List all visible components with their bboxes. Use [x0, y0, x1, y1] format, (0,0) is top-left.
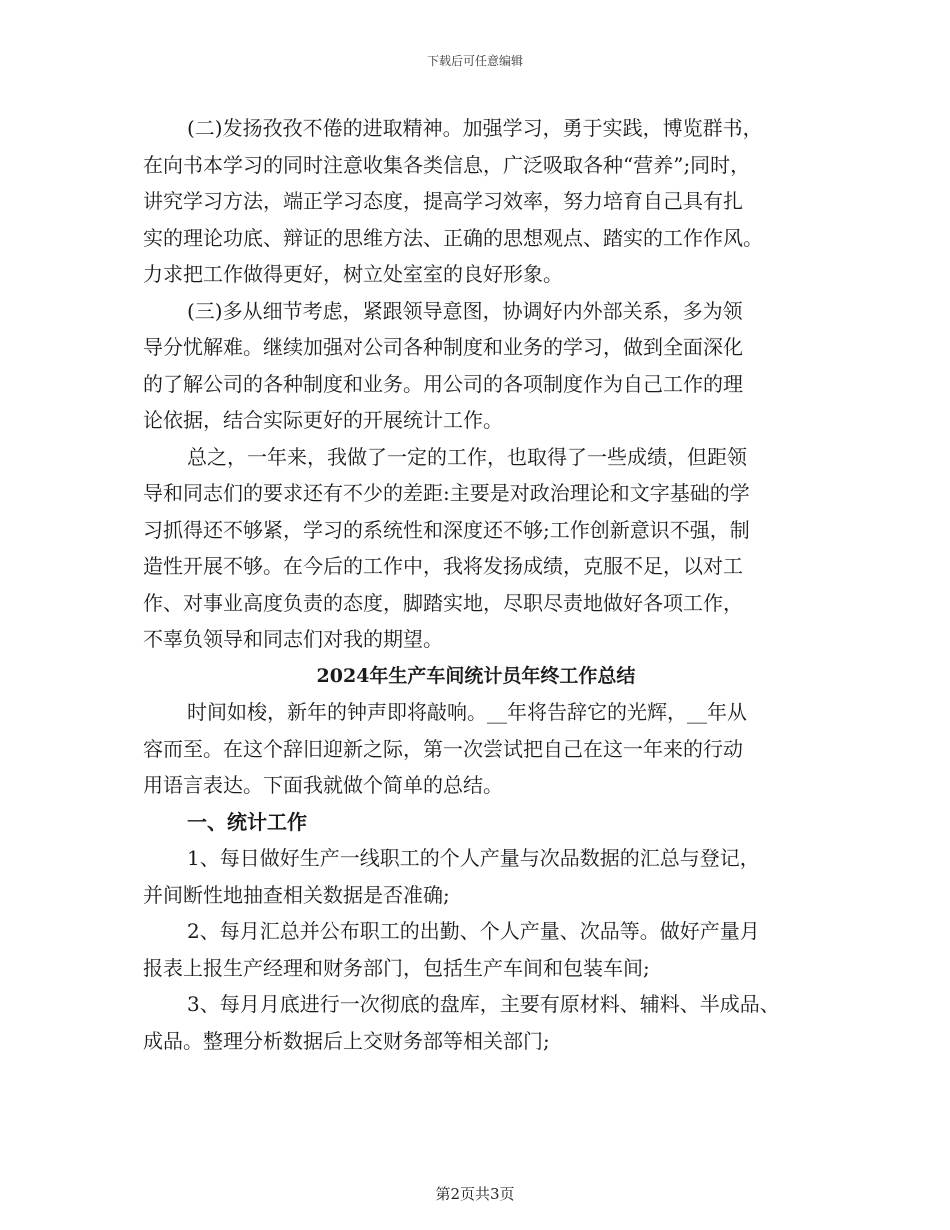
- document-body: [143, 110, 809, 1059]
- paragraph-line: 论依据，结合实际更好的开展统计工作。: [143, 408, 503, 432]
- paragraph-line: 不辜负领导和同志们对我的期望。: [143, 627, 443, 651]
- paragraph-line: 时间如梭，新年的钟声即将敲响。__年将告辞它的光辉，__年从: [187, 700, 747, 724]
- paragraph-line: 力求把工作做得更好，树立处室室的良好形象。: [143, 262, 563, 286]
- paragraph-line: 2、每月汇总并公布职工的出勤、个人产量、次品等。做好产量月: [187, 919, 760, 943]
- paragraph-line: 3、每月月底进行一次彻底的盘库，主要有原材料、辅料、半成品、: [187, 992, 780, 1016]
- paragraph-line: (三)多从细节考虑，紧跟领导意图，协调好内外部关系，多为领: [187, 298, 743, 323]
- paragraph-line: 导分忧解难。继续加强对公司各种制度和业务的学习，做到全面深化: [143, 335, 743, 359]
- paragraph-line: 报表上报生产经理和财务部门，包括生产车间和包装车间;: [143, 955, 650, 980]
- paragraph-line: 并间断性地抽查相关数据是否准确;: [143, 882, 450, 907]
- paragraph-line: 导和同志们的要求还有不少的差距:主要是对政治理论和文字基础的学: [143, 481, 750, 505]
- section-heading: 一、统计工作: [187, 809, 307, 834]
- page-header: 下载后可任意编辑: [426, 54, 523, 68]
- section-title: 2024年生产车间统计员年终工作总结: [316, 664, 636, 687]
- paragraph-line: 在向书本学习的同时注意收集各类信息，广泛吸取各种“营养”;同时，: [143, 152, 751, 177]
- paragraph-line: 作、对事业高度负责的态度，脚踏实地，尽职尽责地做好各项工作，: [143, 590, 743, 615]
- paragraph-line: 造性开展不够。在今后的工作中，我将发扬成绩，克服不足，以对工: [143, 554, 743, 578]
- page-footer: 第2页共3页: [435, 1185, 515, 1203]
- paragraph-line: 容而至。在这个辞旧迎新之际，第一次尝试把自己在这一年来的行动: [143, 736, 743, 761]
- paragraph-line: 实的理论功底、辩证的思维方法、正确的思想观点、踏实的工作作风。: [143, 225, 763, 250]
- paragraph-line: (二)发扬孜孜不倦的进取精神。加强学习，勇于实践，博览群书，: [187, 116, 763, 140]
- paragraph-line: 讲究学习方法，端正学习态度，提高学习效率，努力培育自己具有扎: [143, 189, 743, 213]
- paragraph-line: 用语言表达。下面我就做个简单的总结。: [143, 773, 503, 797]
- paragraph-line: 的了解公司的各种制度和业务。用公司的各项制度作为自己工作的理: [143, 371, 743, 396]
- paragraph-line: 总之，一年来，我做了一定的工作，也取得了一些成绩，但距领: [187, 444, 747, 469]
- paragraph-line: 成品。整理分析数据后上交财务部等相关部门;: [143, 1028, 550, 1053]
- paragraph-line: 1、每日做好生产一线职工的个人产量与次品数据的汇总与登记，: [187, 846, 760, 870]
- paragraph-line: 习抓得还不够紧，学习的系统性和深度还不够;工作创新意识不强，制: [143, 517, 750, 542]
